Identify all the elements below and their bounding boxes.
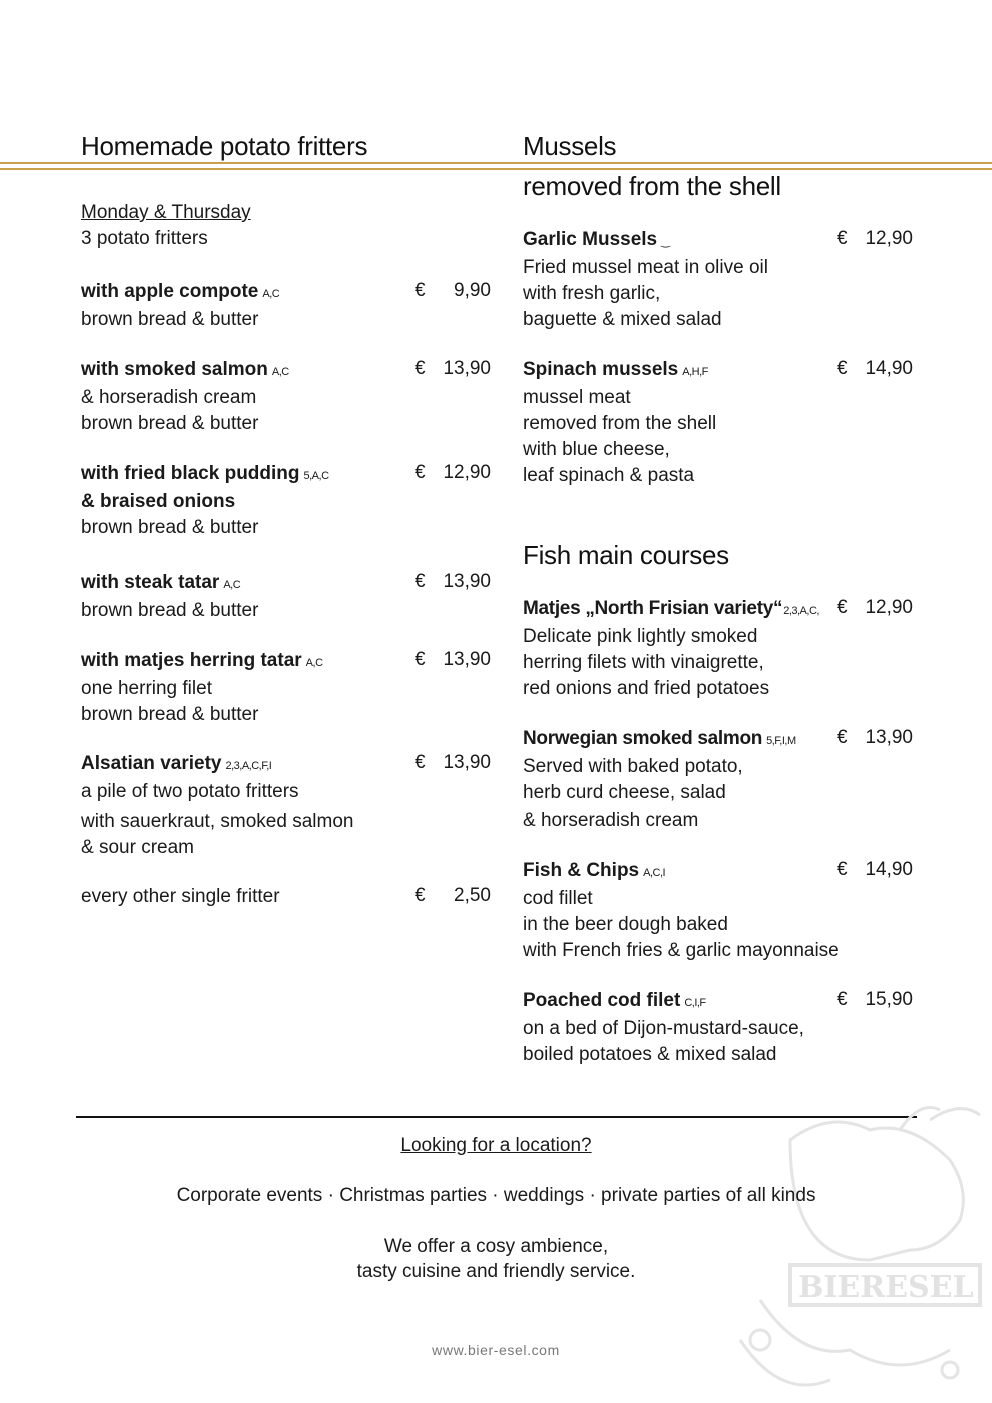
item-line: one herring filet — [81, 678, 212, 699]
allergen-codes: A,C — [262, 288, 280, 300]
item-name: Norwegian smoked salmon — [523, 728, 763, 749]
allergen-codes: A,C — [271, 366, 289, 378]
item-name: with matjes herring tatar — [81, 650, 302, 671]
allergen-codes: A,C — [305, 657, 323, 669]
item-name: Matjes „North Frisian variety“ — [523, 598, 783, 619]
footer-line-1: We offer a cosy ambience, — [383, 1236, 609, 1257]
menu-item — [81, 751, 353, 861]
item-line: brown bread & butter — [81, 704, 259, 725]
left-subhead: Monday & Thursday — [81, 202, 251, 223]
menu-item — [523, 357, 716, 489]
item-name: Fish & Chips — [523, 860, 640, 881]
item-price: € 13,90 — [415, 358, 491, 379]
item-line: red onions and fried potatoes — [523, 678, 770, 699]
menu-item — [81, 570, 258, 624]
item-price: € 15,90 — [837, 989, 913, 1010]
item-line: herring filets with vinaigrette, — [523, 652, 764, 673]
item-price: € 14,90 — [837, 358, 913, 379]
footer-events: Corporate events · Christmas parties · weddings · private parties of all kinds — [176, 1185, 816, 1206]
item-line: Delicate pink lightly smoked — [523, 626, 758, 647]
item-line: cod fillet — [523, 888, 593, 909]
item-line: & horseradish cream — [523, 810, 699, 831]
allergen-codes: A,C — [223, 579, 241, 591]
menu-item — [81, 648, 323, 728]
item-price: € 13,90 — [415, 649, 491, 670]
item-name: with apple compote — [81, 281, 259, 302]
website-url[interactable]: www.bier-esel.com — [432, 1342, 560, 1358]
item-line: brown bread & butter — [81, 517, 259, 538]
item-price: € 12,90 — [837, 228, 913, 249]
item-line: with fresh garlic, — [523, 283, 661, 304]
allergen-codes: 5,A,C — [303, 470, 329, 482]
single-fritter-label: every other single fritter — [81, 886, 280, 907]
item-name: Alsatian variety — [81, 753, 222, 774]
item-price: € 12,90 — [837, 597, 913, 618]
allergen-codes: A,C,I — [643, 867, 666, 879]
menu-item — [81, 357, 289, 437]
allergen-codes: 2,3,A,C,F,I — [225, 760, 272, 772]
item-name: with steak tatar — [81, 572, 220, 593]
item-line: brown bread & butter — [81, 600, 259, 621]
right-section-title: Mussels — [523, 131, 617, 161]
item-price: € 13,90 — [415, 752, 491, 773]
svg-text:BIERESEL: BIERESEL — [798, 1270, 974, 1305]
item-price: € 13,90 — [415, 571, 491, 592]
menu-item — [523, 858, 839, 964]
item-line: with blue cheese, — [523, 439, 670, 460]
gold-rule-bottom — [0, 168, 992, 170]
item-line: brown bread & butter — [81, 413, 259, 434]
footer-heading: Looking for a location? — [400, 1135, 592, 1156]
item-line: with sauerkraut, smoked salmon — [81, 811, 354, 832]
item-line: boiled potatoes & mixed salad — [523, 1044, 777, 1065]
item-line: baguette & mixed salad — [523, 309, 722, 330]
menu-item — [523, 227, 768, 333]
item-line: & braised onions — [81, 491, 236, 512]
item-name: with fried black pudding — [81, 463, 300, 484]
menu-item — [523, 596, 819, 702]
item-line: on a bed of Dijon-mustard-sauce, — [523, 1018, 804, 1039]
fish-section-title: Fish main courses — [523, 540, 729, 570]
left-section-title: Homemade potato fritters — [81, 131, 368, 161]
menu-item — [81, 461, 329, 541]
allergen-codes: 5,F,I,M — [766, 735, 796, 747]
allergen-codes: 2,3,A,C, — [783, 605, 819, 617]
item-line: Served with baked potato, — [523, 756, 743, 777]
item-line: & sour cream — [81, 837, 194, 858]
item-name: Spinach mussels — [523, 359, 679, 380]
right-section-subtitle: removed from the shell — [523, 171, 781, 201]
item-price: € 9,90 — [415, 280, 491, 301]
item-line: leaf spinach & pasta — [523, 465, 695, 486]
item-name: Garlic Mussels — [523, 229, 658, 250]
item-line: with French fries & garlic mayonnaise — [523, 940, 839, 961]
item-price: € 14,90 — [837, 859, 913, 880]
allergen-codes: C,I,F — [684, 997, 706, 1009]
item-line: removed from the shell — [523, 413, 717, 434]
item-name: Poached cod filet — [523, 990, 681, 1011]
allergen-codes: ‿ — [661, 236, 670, 248]
item-line: in the beer dough baked — [523, 914, 728, 935]
footer-line-2: tasty cuisine and friendly service. — [356, 1261, 636, 1282]
menu-item — [523, 726, 796, 834]
item-line: Fried mussel meat in olive oil — [523, 257, 768, 278]
left-intro: 3 potato fritters — [81, 228, 208, 249]
allergen-codes: A,H,F — [682, 366, 708, 378]
item-price: € 12,90 — [415, 462, 491, 483]
item-line: brown bread & butter — [81, 309, 259, 330]
gold-rule-top — [0, 162, 992, 164]
item-price: € 13,90 — [837, 727, 913, 748]
item-line: a pile of two potato fritters — [81, 781, 299, 802]
item-line: & horseradish cream — [81, 387, 257, 408]
menu-item — [523, 988, 804, 1068]
item-price: € 2,50 — [415, 885, 491, 906]
item-line: mussel meat — [523, 387, 631, 408]
item-line: herb curd cheese, salad — [523, 782, 726, 803]
menu-item — [81, 279, 279, 333]
item-name: with smoked salmon — [81, 359, 268, 380]
